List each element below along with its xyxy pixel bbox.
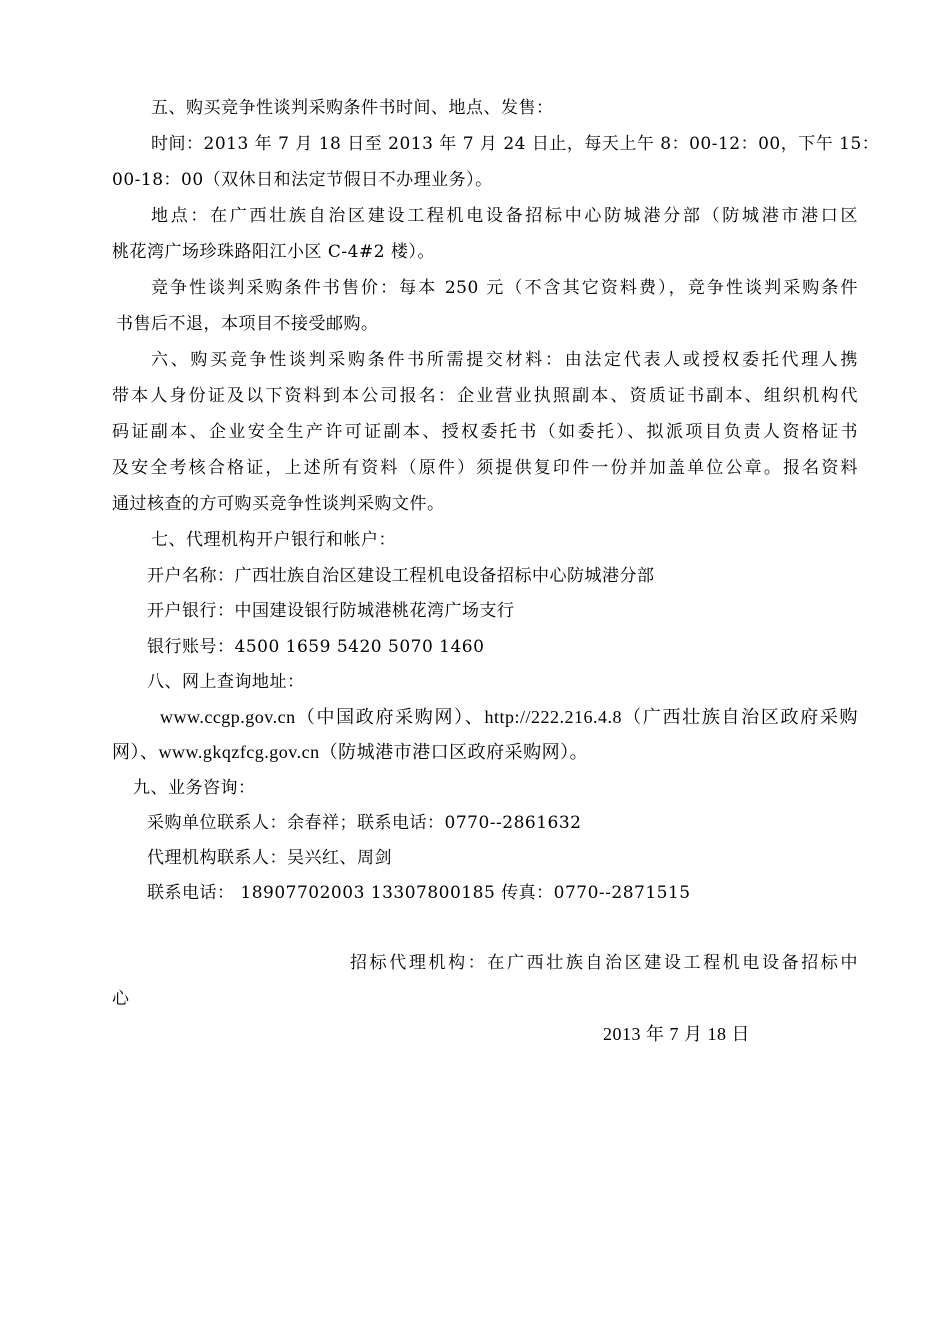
section-8-heading: 八、网上查询地址： [147,672,305,692]
signing-agency-line-2: 心 [112,989,130,1009]
section-6-line-4: 及安全考核合格证，上述所有资料（原件）须提供复印件一份并加盖单位公章。报名资料 [112,458,858,478]
query-address-line-1: www.ccgp.gov.cn（中国政府采购网）、http://222.216.4.8（广西壮族自治区政府采购 [160,707,858,727]
agent-contact: 代理机构联系人：吴兴红、周剑 [147,848,392,868]
account-number: 银行账号：4500 1659 5420 5070 1460 [147,637,485,657]
section-7-heading: 七、代理机构开户银行和帐户： [151,530,396,550]
signing-date: 2013 年 7 月 18 日 [603,1024,750,1044]
section-5-price-line-1: 竞争性谈判采购条件书售价：每本 250 元（不含其它资料费），竞争性谈判采购条件 [151,278,858,298]
section-5-time-line-2: 00-18：00（双休日和法定节假日不办理业务）。 [112,170,493,190]
section-6-line-2: 带本人身份证及以下资料到本公司报名：企业营业执照副本、资质证书副本、组织机构代 [112,386,858,406]
section-9-heading: 九、业务咨询： [133,778,256,798]
section-5-place-line-1: 地点：在广西壮族自治区建设工程机电设备招标中心防城港分部（防城港市港口区 [151,206,858,226]
account-name: 开户名称：广西壮族自治区建设工程机电设备招标中心防城港分部 [147,566,655,586]
section-5-place-line-2: 桃花湾广场珍珠路阳江小区 C-4#2 楼）。 [112,242,435,262]
account-bank: 开户银行：中国建设银行防城港桃花湾广场支行 [147,601,515,621]
buyer-contact: 采购单位联系人：余春祥；联系电话：0770--2861632 [147,813,582,833]
query-address-line-2: 网）、www.gkqzfcg.gov.cn（防城港市港口区政府采购网）。 [112,742,589,762]
section-5-price-line-2: 书售后不退，本项目不接受邮购。 [116,314,379,334]
section-5-time-line-1: 时间：2013 年 7 月 18 日至 2013 年 7 月 24 日止，每天上午 8：00-12：00，下午 15： [151,134,880,154]
section-5-heading: 五、购买竞争性谈判采购条件书时间、地点、发售： [151,98,554,118]
contact-phone-fax: 联系电话： 18907702003 13307800185 传真：0770--2871515 [147,883,691,903]
section-6-line-1: 六、购买竞争性谈判采购条件书所需提交材料：由法定代表人或授权委托代理人携 [151,350,858,370]
signing-agency-line-1: 招标代理机构：在广西壮族自治区建设工程机电设备招标中 [350,953,858,973]
section-6-line-3: 码证副本、企业安全生产许可证副本、授权委托书（如委托）、拟派项目负责人资格证书 [112,422,858,442]
section-6-line-5: 通过核查的方可购买竞争性谈判采购文件。 [112,494,445,514]
